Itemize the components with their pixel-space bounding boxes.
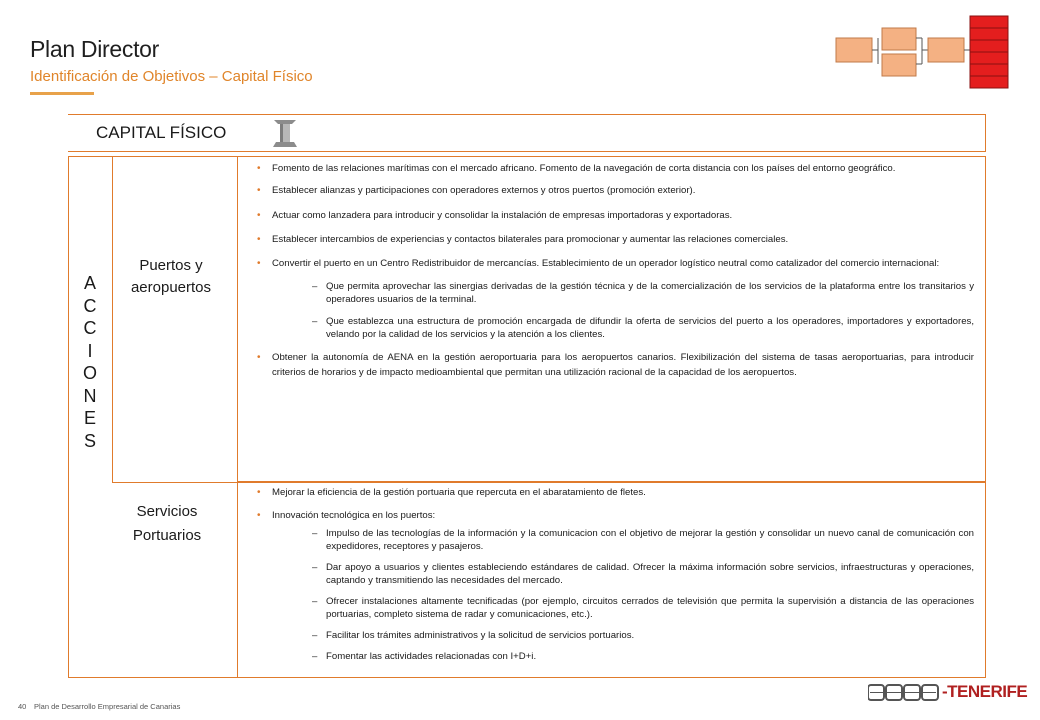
action-bullet: • Fomento de las relaciones marítimas con el mercado africano. Fomento de la navegación de corta distancia con los países del entorno geográfico. [254,162,974,175]
action-subitem: – Fomentar las actividades relacionadas con I+D+i. [254,650,974,663]
page-title: Plan Director [30,36,160,62]
page-number: 40 [18,702,27,711]
acciones-letter: C [83,295,97,316]
category-content-2 [254,486,974,663]
acciones-letter: O [82,363,97,383]
action-subitem: – Facilitar los trámites administrativos y la solicitud de servicios portuarios. [254,629,974,642]
diagram-stack-4 [970,52,1008,64]
page-subtitle: Identificación de Objetivos – Capital Físico [30,68,313,85]
action-bullet: • Innovación tecnológica en los puertos: [254,509,974,522]
category-label-2 [112,500,222,548]
acciones-letter: C [83,318,97,338]
category-content-1 [254,162,974,380]
diagram-box-3 [882,54,916,76]
title-underline [30,92,94,95]
action-subitem: – Dar apoyo a usuarios y clientes estableciendo estándares de calidad. Ofrecer la máxima información sobre servicios, infraestructuras y operaciones, captando y transmitiendo las necesidades del mercado. [254,561,974,587]
action-subitem: – Que permita aprovechar las sinergias derivadas de la gestión técnica y de la comercialización de los servicios de la plataforma entre los transitarios y operadores usuarios de la terminal. [254,280,974,306]
action-bullet: • Obtener la autonomía de AENA en la gestión aeroportuaria para los aeropuertos canarios. Flexibilización del sistema de tasas aeroportuarias, para introducir criterios de horarios y de impacto medioambiental que permitan una utilización racional de la capacidad de los aeropuertos. [254,350,974,380]
category-label-1 [112,255,230,299]
category-label-line: Servicios [136,503,198,520]
action-bullet: • Actuar como lanzadera para introducir y consolidar la instalación de empresas importadoras y exportadoras. [254,209,974,222]
acciones-letter: N [83,385,97,406]
category-label-line: Puertos y [139,257,203,274]
diagram-box-2 [882,28,916,50]
category-label-line: aeropuertos [130,279,212,296]
action-bullet: • Establecer intercambios de experiencias y contactos bilaterales para promocionar y aumentar las relaciones comerciales. [254,233,974,246]
acciones-letter: E [83,408,96,428]
footer-text: Plan de Desarrollo Empresarial de Canarias [34,702,181,711]
acciones-letter: I [87,340,93,361]
action-bullet: • Establecer alianzas y participaciones con operadores externos y otros puertos (promoción exterior). [254,184,974,197]
diagram-stack-1 [970,16,1008,28]
diagram-stack-5 [970,64,1008,76]
diagram-stack-3 [970,40,1008,52]
category-label-line: Portuarios [132,527,202,544]
action-subitem: – Impulso de las tecnologías de la información y la comunicacion con el objetivo de mejorar la gestión y consolidar un nuevo canal de comunicación con expedidores, receptores y pasajeros. [254,527,974,553]
action-subitem: – Ofrecer instalaciones altamente tecnificadas (por ejemplo, circuitos cerrados de televisión que permita la supervisión a distancia de las operaciones portuarias, completo sistema de radar y comunicaciones, etc.). [254,595,974,621]
action-bullet: • Convertir el puerto en un Centro Redistribuidor de mercancías. Establecimiento de un operador logístico neutral como catalizador del comercio internacional: [254,257,974,270]
column-icon [270,116,300,150]
diagram-box-4 [928,38,964,62]
section-title: CAPITAL FÍSICO [96,123,227,142]
action-bullet: • Mejorar la eficiencia de la gestión portuaria que repercuta en el abaratamiento de fletes. [254,486,974,499]
diagram-box-1 [836,38,872,62]
acciones-letter: A [83,273,96,293]
process-diagram [834,12,1014,92]
category-label-cell-1 [112,156,238,482]
action-subitem: – Que establezca una estructura de promoción encargada de difundir la oferta de servicios del puerto a los operadores, importadores y exportadores, velando por la calidad de los servicios y la atención a los clientes. [254,315,974,341]
logo-text: -TENERIFE [942,682,1028,701]
acciones-label [68,272,112,452]
acciones-letter: S [83,430,96,451]
diagram-stack-2 [970,28,1008,40]
diagram-stack-6 [970,76,1008,88]
